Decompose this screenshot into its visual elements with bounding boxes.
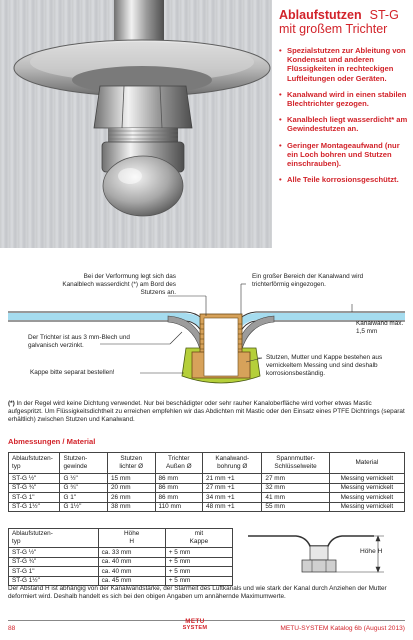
height-table: [8, 528, 233, 586]
table-cell: 27 mm +1: [203, 483, 262, 493]
table-cell: G ½": [60, 474, 108, 484]
table-cell: ca. 40 mm: [98, 557, 165, 567]
table-header-cell: mit Kappe: [165, 529, 232, 548]
table-header-cell: Material: [329, 453, 404, 474]
table-cell: + 5 mm: [165, 567, 232, 577]
table-cell: + 5 mm: [165, 576, 232, 586]
table-row: [9, 474, 405, 484]
drain-fitting-photo: [0, 0, 272, 248]
table-cell: G 1½": [60, 502, 108, 512]
callout-funnel: Der Trichter ist aus 3 mm-Blech und galvanisch verzinkt.: [28, 334, 130, 349]
table-cell: G ¾": [60, 483, 108, 493]
table-header-cell: Ablaufstutzen- typ: [9, 453, 60, 474]
table-cell: 20 mm: [107, 483, 155, 493]
table-header-cell: Trichter Außen Ø: [155, 453, 203, 474]
feature-item: • Alle Teile korrosionsgeschützt.: [279, 175, 409, 184]
table-cell: ST-G ¾": [9, 483, 60, 493]
table-row: [9, 567, 233, 577]
table-row: [9, 483, 405, 493]
table-row: [9, 548, 233, 558]
table-cell: 41 mm: [262, 493, 329, 503]
table-header-row: [9, 453, 405, 474]
callout-parts: Stutzen, Mutter und Kappe bestehen aus vernickeltem Messing und sind deshalb korrosionsbeständig.: [266, 354, 383, 377]
table-cell: 110 mm: [155, 502, 203, 512]
table-cell: + 5 mm: [165, 557, 232, 567]
metu-system-logo: [172, 618, 218, 636]
table-cell: 32 mm: [262, 483, 329, 493]
callout-deformation: Bei der Verformung legt sich das Kanalblech wasserdicht (*) am Bord des Stutzens an.: [62, 273, 176, 296]
table-row: [9, 557, 233, 567]
dimensions-table: [8, 452, 405, 512]
table-header-cell: Spannmutter- Schlüsselweite: [262, 453, 329, 474]
table-cell: ST-G ½": [9, 548, 99, 558]
logo-bottom-text: SYSTEM: [182, 625, 208, 631]
table-cell: 34 mm +1: [203, 493, 262, 503]
catalog-reference: METU-SYSTEM Katalog 6b (August 2013): [280, 625, 405, 632]
table-cell: ca. 40 mm: [98, 567, 165, 577]
section-title: Abmessungen / Material: [8, 437, 96, 446]
table-cell: ST-G 1": [9, 493, 60, 503]
height-label: Höhe H: [360, 548, 383, 555]
callout-area: Ein großer Bereich der Kanalwand wird trichterförmig eingezogen.: [252, 273, 364, 288]
product-title: Ablaufstutzen ST-G: [279, 8, 399, 22]
table-cell: 55 mm: [262, 502, 329, 512]
table-cell: ST-G ½": [9, 474, 60, 484]
table-cell: ST-G 1½": [9, 576, 99, 586]
feature-item: • Geringer Montageaufwand (nur ein Loch bohren und Stutzen einschrauben).: [279, 141, 409, 169]
table-cell: Messing vernickelt: [329, 493, 404, 503]
table-row: [9, 493, 405, 503]
table-cell: Messing vernickelt: [329, 483, 404, 493]
table-header-cell: Höhe H: [98, 529, 165, 548]
callout-cap: Kappe bitte separat bestellen!: [30, 369, 115, 376]
logo-top-text: METU: [185, 618, 205, 625]
table-cell: 15 mm: [107, 474, 155, 484]
table-cell: ST-G 1": [9, 567, 99, 577]
height-diagram: [244, 526, 408, 578]
feature-list: [279, 46, 409, 184]
height-drawing: [244, 526, 408, 578]
product-code: ST-G: [369, 8, 399, 22]
table-cell: ca. 45 mm: [98, 576, 165, 586]
callout-wall: Kanalwand max. 1,5 mm: [356, 320, 404, 335]
table-header-cell: Stutzen lichter Ø: [107, 453, 155, 474]
page-number: 88: [8, 625, 16, 632]
table-row: [9, 502, 405, 512]
table-header-cell: Kanalwand- bohrung Ø: [203, 453, 262, 474]
footnote-text: In der Regel wird keine Dichtung verwendet. Nur bei beschädigter oder sehr rauher Kanaloberfläche wird vorher etwas Mastic aufgespritzt. Um Flüssigkeitsdichtheit zu erreichen empfehlen wir das Abdichten mit Mastic oder den Einsatz eines PTFE Dichtrings (separat erhältlich) zwischen Stutzen und Kanalwand.: [8, 400, 405, 424]
table-cell: 27 mm: [262, 474, 329, 484]
footnote-mark: (*): [8, 400, 15, 407]
table-cell: ca. 33 mm: [98, 548, 165, 558]
table-cell: + 5 mm: [165, 548, 232, 558]
table-cell: ST-G 1½": [9, 502, 60, 512]
table-cell: 38 mm: [107, 502, 155, 512]
feature-item: • Kanalwand wird in einen stabilen Blechtrichter gezogen.: [279, 90, 409, 108]
intro-panel: [279, 8, 409, 191]
feature-item: • Kanalblech liegt wasserdicht* am Gewindestutzen an.: [279, 115, 409, 133]
table-cell: 21 mm +1: [203, 474, 262, 484]
table-cell: Messing vernickelt: [329, 474, 404, 484]
feature-item: • Spezialstutzen zur Ableitung von Kondensat und anderen Flüssigkeiten in rechteckigen Luftleitungen oder Geräten.: [279, 46, 409, 83]
table-cell: 86 mm: [155, 474, 203, 484]
table-cell: 86 mm: [155, 483, 203, 493]
table-header-cell: Stutzen- gewinde: [60, 453, 108, 474]
product-photo: [0, 0, 272, 248]
product-subtitle: mit großem Trichter: [279, 22, 388, 36]
cross-section-diagram: [0, 248, 413, 398]
table-cell: G 1": [60, 493, 108, 503]
table-header-cell: Ablaufstutzen- typ: [9, 529, 99, 548]
footnote: [8, 400, 408, 425]
table-cell: 86 mm: [155, 493, 203, 503]
table-cell: 48 mm +1: [203, 502, 262, 512]
table-cell: ST-G ¾": [9, 557, 99, 567]
table-cell: Messing vernickelt: [329, 502, 404, 512]
distance-note: Der Abstand H ist abhängig von der Kanalwandstärke, der Starrheit des Luftkanals und wie stark der Kanal durch Anziehen der Mutter deformiert wird. Deshalb handelt es sich bei den obigen Angaben um annähernde Maximumwerte.: [8, 585, 387, 601]
table-header-row: [9, 529, 233, 548]
table-cell: 26 mm: [107, 493, 155, 503]
